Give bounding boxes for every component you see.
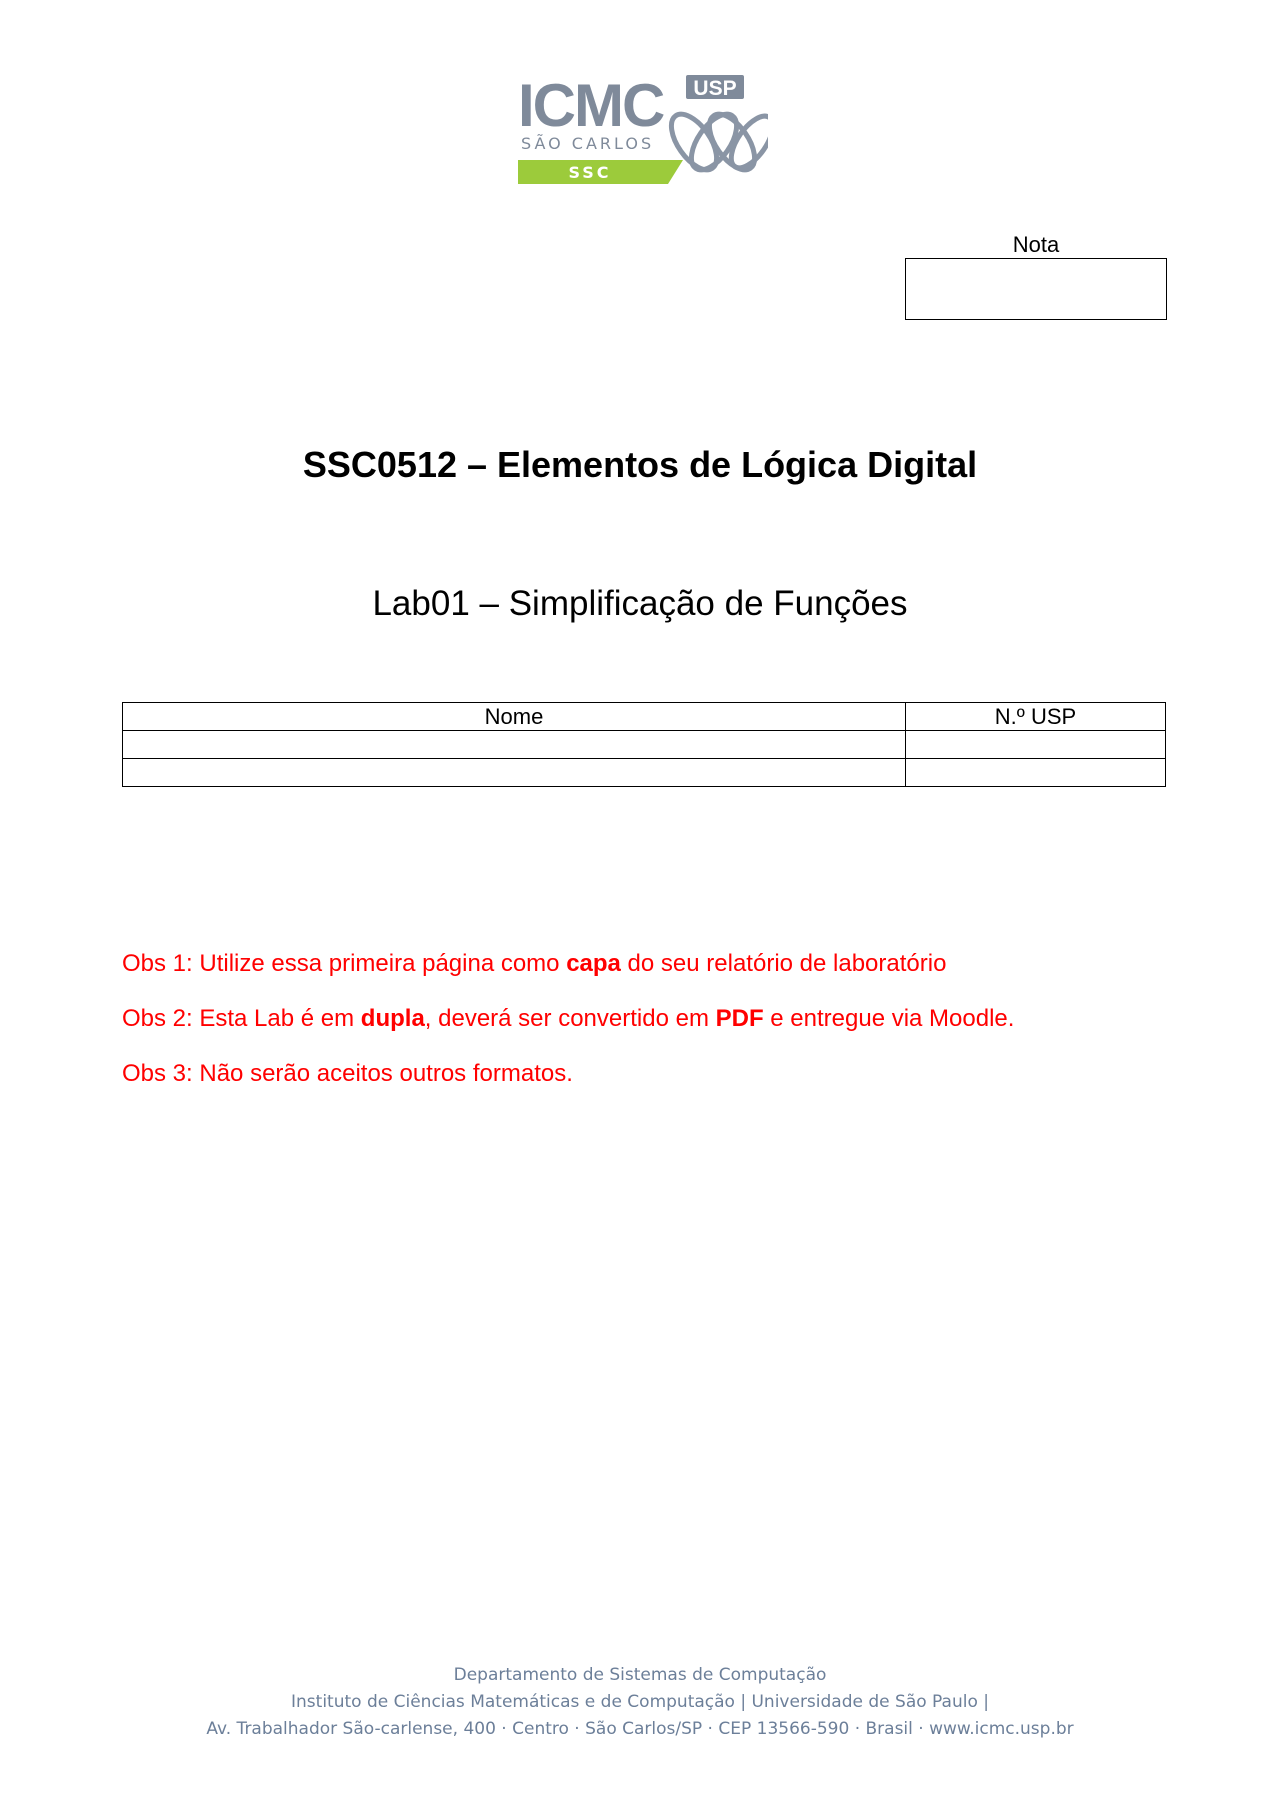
obs-2-prefix: Obs 2: Esta Lab é em [122, 1005, 361, 1032]
lab-title: Lab01 – Simplificação de Funções [372, 584, 908, 623]
students-table [122, 702, 1166, 787]
student-2-nusp-cell[interactable] [906, 759, 1166, 787]
nota-label: Nota [1012, 232, 1060, 257]
course-title: SSC0512 – Elementos de Lógica Digital [302, 444, 978, 485]
obs-2-bold-pdf: PDF [715, 1005, 764, 1032]
header-nusp: N.º USP [906, 703, 1166, 731]
obs-2 [122, 1005, 1014, 1033]
obs-3-text: Obs 3: Não serão aceitos outros formatos. [122, 1060, 573, 1087]
obs-2-middle: , deverá ser convertido em [424, 1005, 716, 1032]
logo-city-text: SÃO CARLOS [521, 134, 655, 153]
obs-1 [122, 950, 946, 978]
student-1-name-field[interactable] [123, 732, 905, 759]
student-2-nusp-field[interactable] [906, 760, 1165, 787]
logo-icmc-text: ICMC [518, 72, 664, 139]
obs-1-rest: do seu relatório de laboratório [620, 950, 947, 977]
footer-institute: Instituto de Ciências Matemáticas e de Computação | Universidade de São Paulo | [291, 1692, 989, 1712]
obs-2-suffix: e entregue via Moodle. [763, 1005, 1015, 1032]
student-1-nusp-cell[interactable] [906, 731, 1166, 759]
obs-1-prefix: Obs 1: Utilize essa primeira página como [122, 950, 567, 977]
header-nome: Nome [123, 703, 906, 731]
student-1-name-cell[interactable] [123, 731, 906, 759]
obs-3 [122, 1060, 573, 1088]
obs-1-bold-capa: capa [566, 950, 621, 977]
students-table-header [123, 703, 1166, 731]
footer-address: Av. Trabalhador São-carlense, 400 · Centro · São Carlos/SP · CEP 13566-590 · Brasil · www.icmc.usp.br [206, 1719, 1074, 1739]
logo-usp-text: USP [693, 77, 737, 100]
table-row [123, 759, 1166, 787]
footer-department: Departamento de Sistemas de Computação [453, 1665, 827, 1685]
nota-grade-box[interactable] [905, 258, 1167, 320]
logo-ssc-text: SSC [568, 163, 612, 182]
icmc-usp-logo [518, 72, 768, 190]
student-2-name-field[interactable] [123, 760, 905, 787]
student-2-name-cell[interactable] [123, 759, 906, 787]
obs-2-bold-dupla: dupla [360, 1005, 425, 1032]
table-row [123, 731, 1166, 759]
student-1-nusp-field[interactable] [906, 732, 1165, 759]
